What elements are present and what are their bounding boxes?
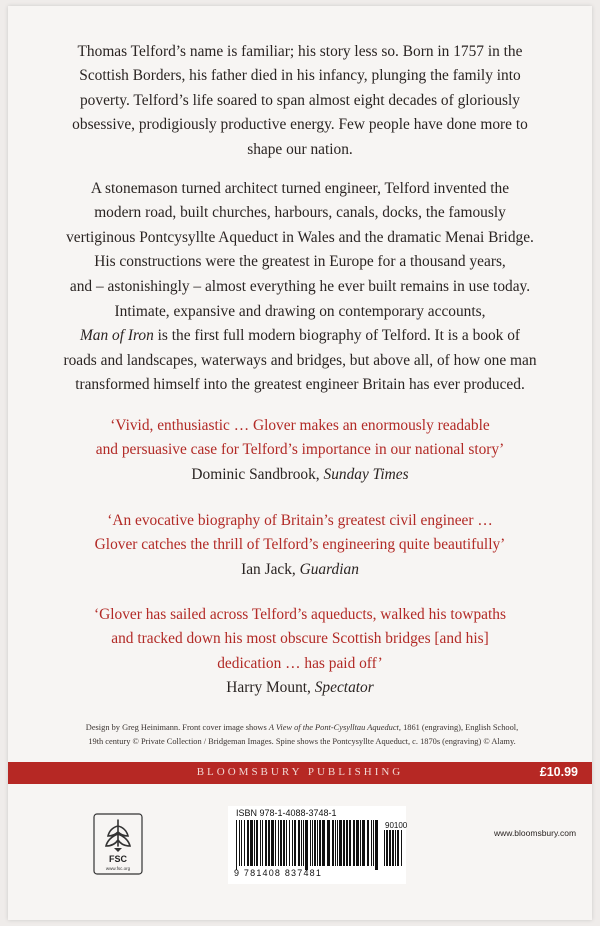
barcode-bar bbox=[373, 820, 374, 866]
quote-line: ‘Vivid, enthusiastic … Glover makes an enormously readable bbox=[110, 417, 490, 434]
fsc-logo-icon bbox=[92, 812, 144, 876]
reviewer-name: Dominic Sandbrook, bbox=[191, 465, 324, 483]
barcode-bar bbox=[303, 820, 304, 866]
blurb-paragraph-1 bbox=[48, 40, 552, 162]
blurb-line: roads and landscapes, waterways and bridges, but above all, of how one man bbox=[63, 351, 537, 369]
publisher-url: www.bloomsbury.com bbox=[494, 828, 577, 838]
blurb-line: Thomas Telford’s name is familiar; his story less so. Born in 1757 in the bbox=[77, 43, 523, 60]
barcode-bar bbox=[298, 820, 300, 866]
publication-name: Sunday Times bbox=[323, 465, 409, 483]
quote-line: ‘An evocative biography of Britain’s greatest civil engineer … bbox=[107, 512, 493, 529]
quote-line: Glover catches the thrill of Telford’s engineering quite beautifully’ bbox=[94, 536, 506, 554]
publisher-band bbox=[8, 762, 592, 784]
review-quote-3 bbox=[48, 603, 552, 701]
price-code: 90100 bbox=[385, 821, 408, 830]
barcode-bar bbox=[239, 820, 240, 866]
barcode-bar bbox=[280, 820, 282, 866]
barcode-bar bbox=[247, 820, 249, 866]
barcode-bar bbox=[335, 820, 336, 866]
barcode-bar bbox=[395, 830, 396, 866]
publisher-name: BLOOMSBURY PUBLISHING bbox=[196, 766, 404, 778]
blurb-text: is the first full modern biography of Telford. It is a book of bbox=[153, 327, 521, 345]
barcode-bar bbox=[349, 820, 351, 866]
book-back-cover bbox=[8, 6, 592, 920]
barcode-bar bbox=[356, 820, 359, 866]
barcode-bar bbox=[317, 820, 318, 866]
blurb-paragraph-2 bbox=[48, 177, 552, 299]
review-quote-1 bbox=[48, 414, 552, 487]
barcode-bar bbox=[244, 820, 245, 866]
barcode-bar bbox=[241, 820, 242, 866]
credits-line: 19th century © Private Collection / Bridgeman Images. Spine shows the Pontcysyllte Aqueduct, c. 1870s (engraving) © Alamy. bbox=[88, 737, 516, 746]
blurb-line: shape our nation. bbox=[247, 140, 353, 158]
barcode-bar bbox=[256, 820, 258, 866]
barcode-bar bbox=[319, 820, 321, 866]
quote-attribution bbox=[48, 558, 552, 582]
barcode-bar bbox=[397, 830, 399, 866]
barcode-bar bbox=[353, 820, 355, 866]
barcode-bar bbox=[312, 820, 313, 866]
quote-attribution bbox=[48, 676, 552, 700]
barcode-bar bbox=[292, 820, 293, 866]
credits-text: Design by Greg Heinimann. Front cover image shows bbox=[85, 723, 269, 732]
blurb-line: poverty. Telford’s life soared to span almost eight decades of gloriously bbox=[79, 91, 520, 109]
isbn-label: ISBN 978-1-4088-3748-1 bbox=[236, 808, 337, 818]
barcode-bar bbox=[294, 820, 296, 866]
barcode-bar bbox=[343, 820, 345, 866]
barcode-bar bbox=[360, 820, 361, 866]
barcode-bar bbox=[262, 820, 263, 866]
barcode-bar bbox=[275, 820, 276, 866]
barcode-bar bbox=[271, 820, 274, 866]
barcode-digits: 9 781408 837481 bbox=[234, 868, 323, 878]
blurb-line: and – astonishingly – almost everything he ever built remains in use today. bbox=[69, 277, 531, 295]
barcode-bar bbox=[254, 820, 255, 866]
cover-credits bbox=[62, 721, 542, 749]
credits-line bbox=[62, 721, 542, 735]
barcode-bar bbox=[265, 820, 267, 866]
quote-line: and persuasive case for Telford’s importance in our national story’ bbox=[95, 441, 505, 459]
blurb-line: His constructions were the greatest in Europe for a thousand years, bbox=[94, 253, 506, 271]
barcode-bar bbox=[314, 820, 316, 866]
reviewer-name: Harry Mount, bbox=[226, 679, 315, 697]
barcode-bar bbox=[301, 820, 302, 866]
barcode-bar bbox=[362, 820, 365, 866]
barcode-bar bbox=[392, 830, 394, 866]
credits-text: , 1861 (engraving), English School, bbox=[398, 723, 519, 732]
reviewer-name: Ian Jack, bbox=[241, 560, 300, 578]
blurb-line: Intimate, expansive and drawing on contemporary accounts, bbox=[114, 303, 486, 320]
publication-name: Spectator bbox=[314, 679, 374, 697]
blurb-line: A stonemason turned architect turned engineer, Telford invented the bbox=[90, 180, 510, 197]
barcode-bar bbox=[375, 820, 378, 870]
blurb-line: vertiginous Pontcysyllte Aqueduct in Wales and the dramatic Menai Bridge. bbox=[66, 228, 534, 246]
barcode-bar bbox=[384, 830, 385, 866]
barcode-bar bbox=[283, 820, 285, 866]
quote-line: dedication … has paid off’ bbox=[217, 654, 383, 672]
barcode-bar bbox=[286, 820, 287, 866]
barcode-bar bbox=[337, 820, 338, 866]
price-label: £10.99 bbox=[539, 765, 578, 779]
quote-line: and tracked down his most obscure Scottish bridges [and his] bbox=[111, 630, 489, 648]
blurb-line: modern road, built churches, harbours, canals, docks, the famously bbox=[94, 204, 506, 222]
review-quote-2 bbox=[48, 509, 552, 582]
barcode-bar bbox=[367, 820, 369, 866]
barcode-bar bbox=[322, 820, 325, 866]
barcode-bar bbox=[346, 820, 348, 866]
barcode-bar bbox=[305, 820, 308, 870]
barcode-bar bbox=[236, 820, 237, 870]
barcode-bar bbox=[386, 830, 388, 866]
publication-name: Guardian bbox=[299, 560, 359, 578]
artwork-title: A View of the Pont-Cysylltau Aqueduct bbox=[268, 723, 399, 732]
book-title: Man of Iron bbox=[79, 327, 154, 345]
barcode-bar bbox=[250, 820, 253, 866]
barcode-bar bbox=[260, 820, 261, 866]
blurb-line bbox=[48, 324, 552, 348]
barcode-bar bbox=[268, 820, 270, 866]
blurb-paragraph-3 bbox=[48, 300, 552, 398]
blurb-line: Scottish Borders, his father died in his infancy, plunging the family into bbox=[79, 67, 521, 85]
barcode-bar bbox=[332, 820, 334, 866]
barcode-bar bbox=[327, 820, 330, 866]
blurb-line: transformed himself into the greatest engineer Britain has ever produced. bbox=[75, 376, 525, 394]
fsc-label: FSC bbox=[109, 854, 127, 864]
barcode-bar bbox=[339, 820, 342, 866]
barcode-bar bbox=[278, 820, 279, 866]
blurb-line: obsessive, prodigiously productive energy. Few people have done more to bbox=[72, 116, 528, 134]
barcode-bar bbox=[310, 820, 311, 866]
quote-line: ‘Glover has sailed across Telford’s aqueducts, walked his towpaths bbox=[94, 606, 506, 623]
barcode-bar bbox=[389, 830, 391, 866]
quote-attribution bbox=[48, 463, 552, 487]
barcode-bar bbox=[289, 820, 290, 866]
barcode-bar bbox=[371, 820, 372, 866]
fsc-url: www.fsc.org bbox=[105, 866, 131, 871]
barcode-bar bbox=[401, 830, 402, 866]
